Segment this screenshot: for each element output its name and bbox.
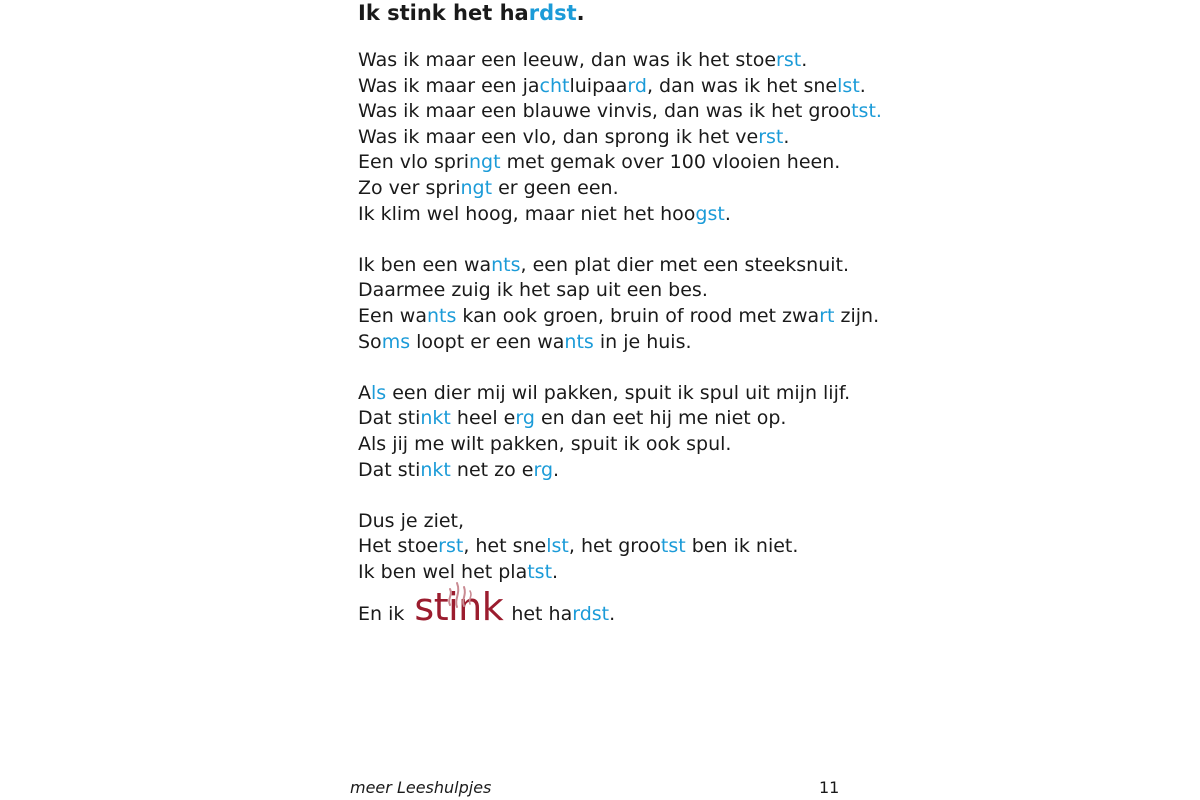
- page-number: 11: [819, 778, 840, 797]
- stanza-gap: [358, 355, 882, 381]
- highlighted-letters: nts: [426, 304, 457, 327]
- highlighted-letters: ngt: [460, 176, 493, 199]
- text-fragment: met gemak over 100 vlooien heen.: [500, 151, 841, 174]
- text-fragment: Was ik maar een ja: [358, 74, 540, 97]
- poem-line: [358, 406, 882, 432]
- text-fragment: A: [358, 381, 371, 404]
- text-fragment: .: [576, 1, 585, 25]
- highlighted-letters: rg: [533, 458, 554, 481]
- poem-line: [358, 74, 882, 100]
- highlighted-letters: rg: [515, 407, 535, 430]
- highlighted-letters: tst: [527, 560, 553, 583]
- poem-stanzas: [358, 48, 882, 585]
- text-fragment: .: [724, 202, 731, 225]
- text-fragment: Ik ben een wa: [358, 253, 492, 276]
- text-fragment: .: [553, 458, 560, 481]
- highlighted-letters: nkt: [420, 407, 451, 430]
- text-fragment: Was ik maar een vlo, dan sprong ik het ve: [358, 125, 759, 148]
- highlighted-letters: ngt: [469, 151, 501, 174]
- text-fragment: een dier mij wil pakken, spuit ik spul uit mijn lijf.: [386, 381, 851, 404]
- poem-line: [358, 125, 882, 151]
- text-fragment: Dat sti: [358, 407, 421, 430]
- highlighted-letters: lst: [837, 74, 860, 97]
- last-line-after: [505, 603, 615, 625]
- poem-line: [358, 330, 882, 356]
- text-fragment: Als jij me wilt pakken, spuit ik ook spul.: [358, 432, 732, 455]
- text-fragment: luipaa: [569, 74, 628, 97]
- text-fragment: .: [783, 125, 790, 148]
- highlighted-letters: nts: [491, 253, 521, 276]
- poem-line: [358, 48, 882, 74]
- text-fragment: Een vlo spri: [358, 151, 470, 174]
- highlighted-letters: ms: [381, 330, 411, 353]
- highlighted-letters: gst: [695, 202, 725, 225]
- text-fragment: heel e: [450, 407, 516, 430]
- text-fragment: Zo ver spri: [358, 176, 461, 199]
- poem-line: [358, 176, 882, 202]
- text-fragment: Was ik maar een leeuw, dan was ik het stoe: [358, 49, 777, 71]
- poem-line: [358, 534, 882, 560]
- poem-line: [358, 150, 882, 176]
- poem-line: [358, 99, 882, 125]
- poem-line: [358, 381, 882, 407]
- text-fragment: er geen een.: [492, 176, 619, 199]
- text-fragment: kan ook groen, bruin of rood met zwa: [456, 304, 820, 327]
- poem-body: [358, 48, 882, 628]
- last-line-before: En ik: [358, 603, 411, 626]
- text-fragment: , het groo: [568, 535, 661, 558]
- highlighted-letters: rst: [438, 535, 464, 558]
- stink-word-illustration: [414, 585, 504, 630]
- text-fragment: Ik stink het ha: [358, 1, 529, 25]
- text-fragment: , een plat dier met een steeksnuit.: [520, 253, 850, 276]
- highlighted-letters: rd: [627, 74, 647, 97]
- text-fragment: Ik ben wel het pla: [358, 560, 528, 583]
- text-fragment: Het stoe: [358, 535, 439, 558]
- highlighted-letters: nkt: [420, 458, 451, 481]
- poem-title: [358, 0, 585, 26]
- text-fragment: , dan was ik het sne: [646, 74, 838, 97]
- text-fragment: het ha: [505, 603, 573, 626]
- text-fragment: loopt er een wa: [410, 330, 565, 353]
- text-fragment: Daarmee zuig ik het sap uit een bes.: [358, 279, 708, 302]
- highlighted-letters: lst: [546, 535, 569, 558]
- highlighted-letters: cht: [539, 74, 570, 97]
- text-fragment: .: [552, 560, 559, 583]
- stanza-gap: [358, 227, 882, 253]
- highlighted-letters: ls: [371, 381, 387, 404]
- footer-book-title: meer Leeshulpjes: [350, 778, 492, 797]
- text-fragment: in je huis.: [593, 330, 692, 353]
- stink-word: stink: [414, 585, 504, 630]
- stink-fumes-icon: [440, 579, 480, 609]
- text-fragment: , het sne: [463, 535, 547, 558]
- highlighted-letters: rt: [819, 304, 835, 327]
- highlighted-letters: rdst: [528, 1, 577, 25]
- poem-line: [358, 253, 882, 279]
- poem-line: [358, 458, 882, 484]
- text-fragment: Een wa: [358, 304, 427, 327]
- text-fragment: .: [801, 49, 808, 71]
- highlighted-letters: tst: [660, 535, 686, 558]
- highlighted-letters: tst.: [851, 100, 882, 123]
- poem-line: [358, 278, 882, 304]
- poem-last-line: [358, 585, 882, 630]
- text-fragment: net zo e: [450, 458, 534, 481]
- text-fragment: So: [358, 330, 382, 353]
- text-fragment: Was ik maar een blauwe vinvis, dan was ik het groo: [358, 100, 852, 123]
- text-fragment: en dan eet hij me niet op.: [534, 407, 787, 430]
- text-fragment: .: [609, 603, 616, 626]
- highlighted-letters: nts: [564, 330, 594, 353]
- text-fragment: ben ik niet.: [685, 535, 799, 558]
- text-fragment: .: [859, 74, 866, 97]
- highlighted-letters: rst: [758, 125, 784, 148]
- poem-line: [358, 202, 882, 228]
- text-fragment: Ik klim wel hoog, maar niet het hoo: [358, 202, 696, 225]
- text-fragment: Dat sti: [358, 458, 421, 481]
- text-fragment: zijn.: [834, 304, 880, 327]
- highlighted-letters: rst: [776, 49, 802, 71]
- poem-line: [358, 304, 882, 330]
- highlighted-letters: rdst: [572, 603, 610, 626]
- poem-line: [358, 560, 882, 586]
- text-fragment: Dus je ziet,: [358, 509, 465, 532]
- stanza-gap: [358, 483, 882, 509]
- poem-line: [358, 432, 882, 458]
- poem-line: [358, 509, 882, 535]
